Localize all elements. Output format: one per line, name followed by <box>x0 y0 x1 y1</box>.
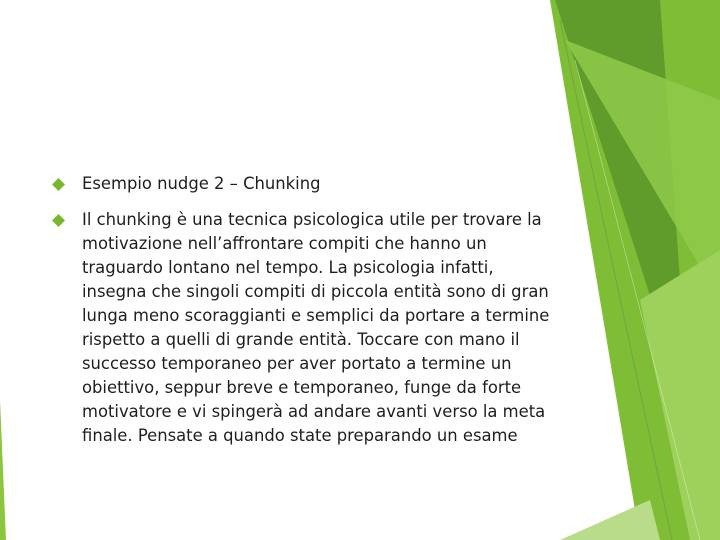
left-edge-accent <box>0 400 6 540</box>
bullet-list <box>52 172 552 460</box>
diamond-bullet-icon <box>52 214 65 227</box>
bullet-text: Esempio nudge 2 – Chunking <box>82 174 321 193</box>
diamond-bullet-icon <box>52 178 65 191</box>
bullet-item-body <box>52 208 552 448</box>
bullet-text: Il chunking è una tecnica psicologica utile per trovare la motivazione nell’affrontare compiti che hanno un traguardo lontano nel tempo. La psicologia infatti, insegna che singoli compiti di piccola entità sono di gran lunga meno scoraggianti e semplici da portare a termine rispetto a quelli di grande entità. Toccare con mano il successo temporaneo per aver portato a termine un obiettivo, seppur breve e temporaneo, funge da forte motivatore e vi spingerà ad andare avanti verso la meta finale. Pensate a quando state preparando un esame <box>82 210 550 445</box>
bottom-facet <box>560 500 660 540</box>
bullet-item-title <box>52 172 552 196</box>
